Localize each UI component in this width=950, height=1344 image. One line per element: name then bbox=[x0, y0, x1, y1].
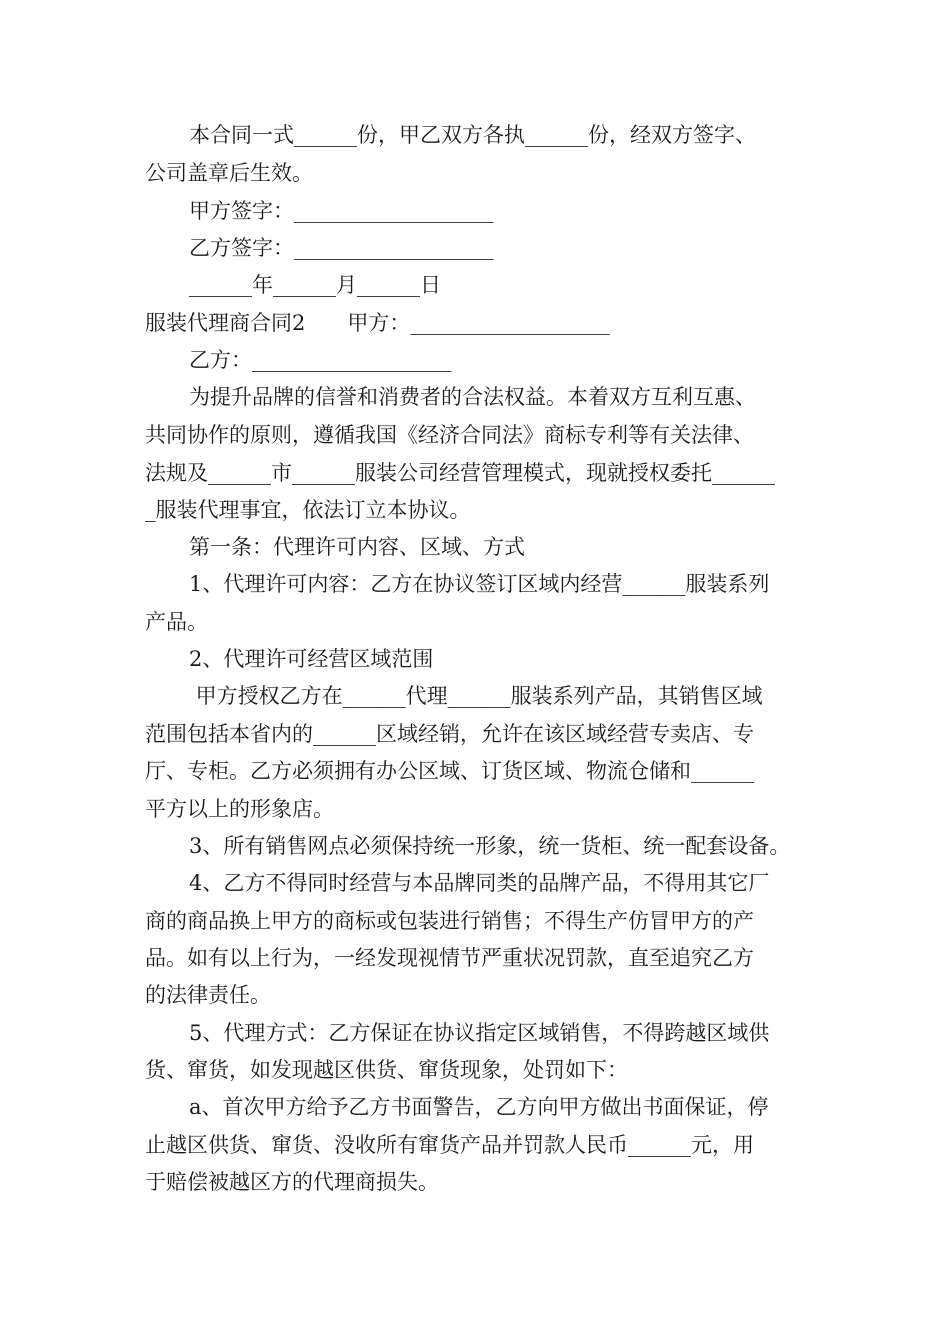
paragraph-line: 范围包括本省内的______区域经销，允许在该区域经营专卖店、专 bbox=[145, 722, 754, 746]
paragraph-line: 4、乙方不得同时经营与本品牌同类的品牌产品，不得用其它厂 bbox=[189, 871, 770, 895]
paragraph-line: 厅、专柜。乙方必须拥有办公区域、订货区域、物流仓储和______ bbox=[145, 759, 754, 783]
paragraph-line: 品。如有以上行为，一经发现视情节严重状况罚款，直至追究乙方 bbox=[145, 946, 754, 970]
paragraph-line: 甲方授权乙方在______代理______服装系列产品，其销售区域 bbox=[189, 684, 763, 708]
article-heading: 第一条：代理许可内容、区域、方式 bbox=[189, 535, 525, 559]
date-line: ______年______月______日 bbox=[189, 273, 441, 297]
paragraph-line: 本合同一式______份，甲乙双方各执______份，经双方签字、 bbox=[189, 123, 756, 147]
paragraph-line: 平方以上的形象店。 bbox=[145, 797, 334, 821]
paragraph-line: 为提升品牌的信誉和消费者的合法权益。本着双方互利互惠、 bbox=[189, 385, 756, 409]
paragraph-line: 货、窜货，如发现越区供货、窜货现象，处罚如下： bbox=[145, 1058, 628, 1082]
paragraph-line: 共同协作的原则，遵循我国《经济合同法》商标专利等有关法律、 bbox=[145, 423, 754, 447]
paragraph-line: 3、所有销售网点必须保持统一形象，统一货柜、统一配套设备。 bbox=[189, 834, 791, 858]
paragraph-line: a、首次甲方给予乙方书面警告，乙方向甲方做出书面保证，停 bbox=[189, 1095, 769, 1119]
paragraph-line: 法规及______市______服装公司经营管理模式，现就授权委托______ bbox=[145, 461, 775, 485]
party-b-signature-line: 乙方签字：___________________ bbox=[189, 236, 494, 260]
contract-title-line: 服装代理商合同2 甲方：___________________ bbox=[145, 311, 610, 335]
paragraph-line: 公司盖章后生效。 bbox=[145, 161, 313, 185]
paragraph-line: 止越区供货、窜货、没收所有窜货产品并罚款人民币______元，用 bbox=[145, 1133, 754, 1157]
paragraph-line: 5、代理方式：乙方保证在协议指定区域销售，不得跨越区域供 bbox=[189, 1021, 770, 1045]
party-b-line: 乙方：___________________ bbox=[189, 348, 452, 372]
party-a-signature-line: 甲方签字：___________________ bbox=[189, 199, 494, 223]
paragraph-line: 于赔偿被越区方的代理商损失。 bbox=[145, 1170, 439, 1194]
paragraph-line: 产品。 bbox=[145, 610, 208, 634]
paragraph-line: 商的商品换上甲方的商标或包装进行销售；不得生产仿冒甲方的产 bbox=[145, 909, 754, 933]
paragraph-line: 2、代理许可经营区域范围 bbox=[189, 647, 434, 671]
paragraph-line: _服装代理事宜，依法订立本协议。 bbox=[145, 498, 471, 522]
paragraph-line: 1、代理许可内容：乙方在协议签订区域内经营______服装系列 bbox=[189, 572, 770, 596]
paragraph-line: 的法律责任。 bbox=[145, 983, 271, 1007]
